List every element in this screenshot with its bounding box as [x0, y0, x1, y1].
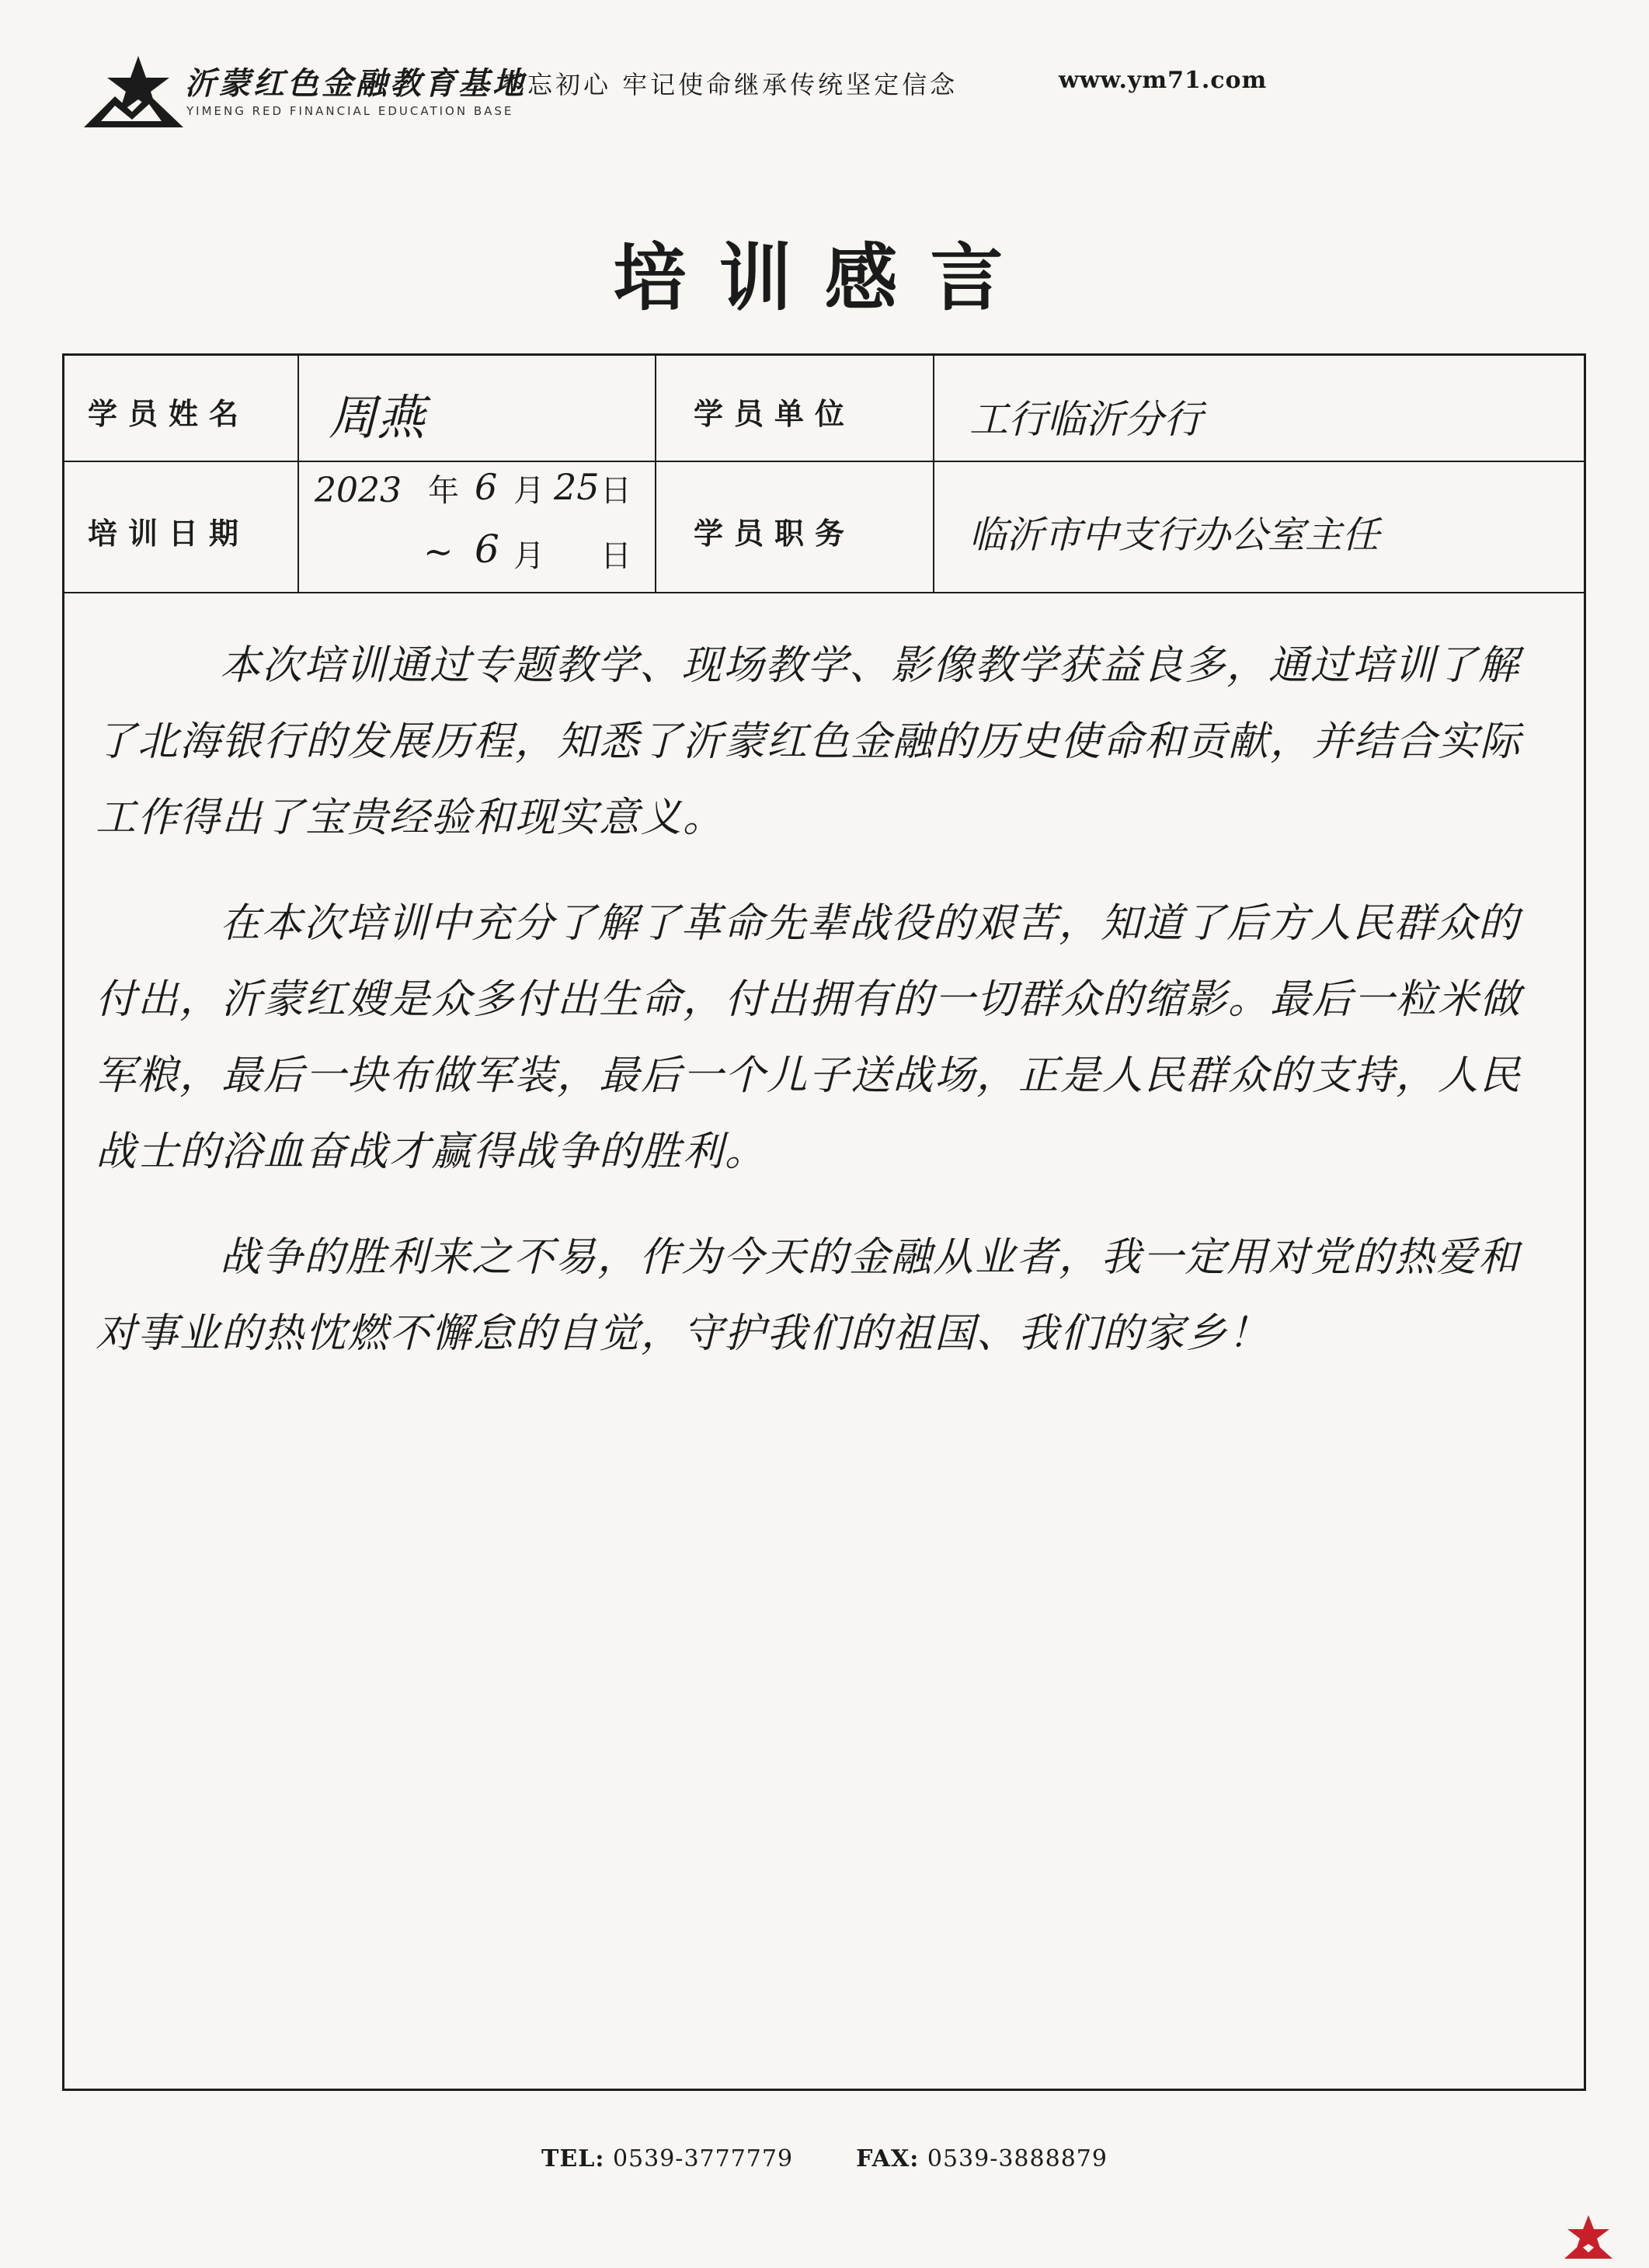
website-link[interactable]: www.ym71.com: [1059, 67, 1268, 94]
column-divider: [933, 356, 934, 593]
date-start-day: 25: [554, 466, 600, 508]
reflection-text[interactable]: [96, 628, 1556, 1401]
contact-footer: [0, 2145, 1649, 2172]
name-field[interactable]: 周燕: [329, 389, 426, 446]
fax-label: FAX:: [856, 2145, 920, 2172]
mountain-star-logo-icon: [84, 51, 185, 129]
row-divider: [64, 592, 1584, 593]
page-header: [84, 48, 1296, 134]
position-field[interactable]: 临沂市中支行办公室主任: [969, 513, 1380, 557]
paragraph: 在本次培训中充分了解了革命先辈战役的艰苦，知道了后方人民群众的付出，沂蒙红嫂是众多付出生命，付出拥有的一切群众的缩影。最后一粒米做军粮，最后一块布做军装，最后一个儿子送战场，正是人民群众的支持，人民战士的浴血奋战才赢得战争的胜利。: [96, 900, 1522, 1175]
tel-label: TEL:: [541, 2145, 605, 2172]
unit-field[interactable]: 工行临沂分行: [969, 397, 1202, 442]
date-range-separator: ~: [423, 530, 454, 572]
date-month-unit: 月: [513, 473, 544, 509]
date-end-day-unit: 日: [600, 538, 631, 574]
name-label: 学员姓名: [88, 397, 250, 431]
tel-number: 0539-3777779: [612, 2145, 794, 2172]
date-start-month: 6: [475, 466, 498, 508]
date-year-unit: 年: [428, 473, 459, 509]
paragraph: 本次培训通过专题教学、现场教学、影像教学获益良多，通过培训了解了北海银行的发展历程，知悉了沂蒙红色金融的历史使命和贡献，并结合实际工作得出了宝贵经验和现实意义。: [96, 642, 1522, 841]
date-end-month-unit: 月: [513, 538, 544, 574]
fax-number: 0539-3888879: [927, 2145, 1108, 2172]
date-end-month: 6: [475, 527, 499, 572]
paragraph: 战争的胜利来之不易，作为今天的金融从业者，我一定用对党的热爱和对事业的热忱燃不懈怠的自觉，守护我们的祖国、我们的家乡！: [96, 1234, 1521, 1357]
column-divider: [655, 356, 656, 593]
page-title: 培训感言: [613, 235, 1036, 321]
unit-label: 学员单位: [694, 397, 856, 431]
brand-name-english: YIMENG RED FINANCIAL EDUCATION BASE: [186, 104, 514, 118]
date-day-unit: 日: [600, 473, 631, 509]
reflection-form: [62, 353, 1586, 2091]
column-divider: [297, 356, 299, 593]
brand-name: 沂蒙红色金融教育基地: [185, 65, 527, 102]
date-label: 培训日期: [88, 517, 250, 551]
date-start-year: 2023: [315, 471, 402, 510]
row-divider: [64, 461, 1584, 462]
red-star-mark-icon: [1561, 2214, 1616, 2260]
slogan: 不忘初心 牢记使命继承传统坚定信念: [499, 70, 958, 99]
position-label: 学员职务: [694, 517, 856, 551]
